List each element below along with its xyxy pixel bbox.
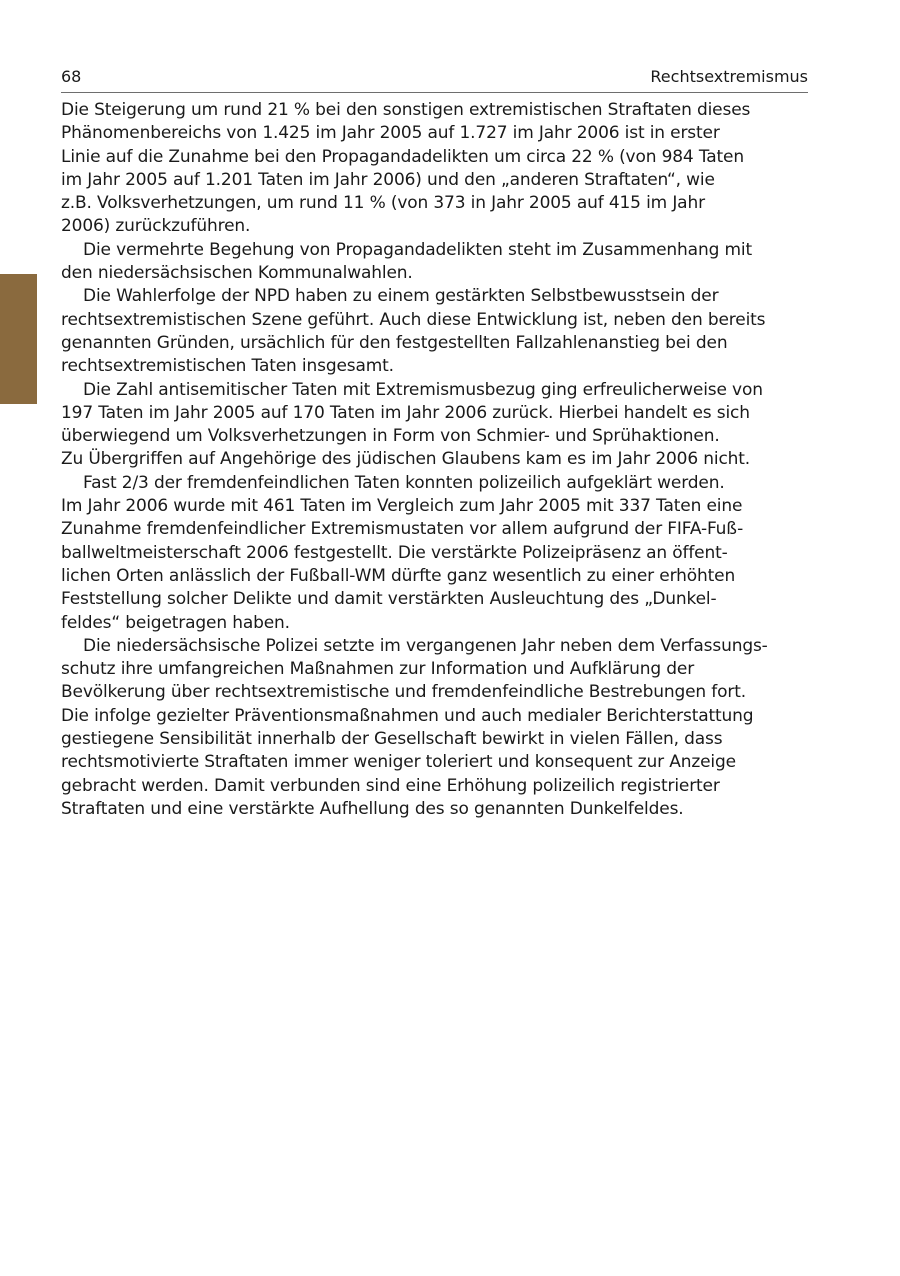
text-line: Linie auf die Zunahme bei den Propagandadelikten um circa 22 % (von 984 Taten xyxy=(61,146,744,167)
text-line: z.B. Volksverhetzungen, um rund 11 % (von 373 in Jahr 2005 auf 415 im Jahr xyxy=(61,193,705,214)
body-text xyxy=(61,99,821,821)
text-line: Phänomenbereichs von 1.425 im Jahr 2005 auf 1.727 im Jahr 2006 ist in erster xyxy=(61,123,720,144)
text-line: Die niedersächsische Polizei setzte im vergangenen Jahr neben dem Verfassungs- xyxy=(83,635,768,656)
text-line: Fast 2/3 der fremdenfeindlichen Taten konnten polizeilich aufgeklärt werden. xyxy=(83,472,725,493)
text-line: Die Zahl antisemitischer Taten mit Extremismusbezug ging erfreulicherweise von xyxy=(83,379,763,400)
page-number: 68 xyxy=(61,67,82,86)
text-line: im Jahr 2005 auf 1.201 Taten im Jahr 2006) und den „anderen Straftaten“, wie xyxy=(61,169,715,190)
text-line: gebracht werden. Damit verbunden sind eine Erhöhung polizeilich registrierter xyxy=(61,775,720,796)
text-line: Die vermehrte Begehung von Propagandadelikten steht im Zusammenhang mit xyxy=(83,239,752,260)
text-line: Im Jahr 2006 wurde mit 461 Taten im Vergleich zum Jahr 2005 mit 337 Taten eine xyxy=(61,496,743,517)
text-line: Die Wahlerfolge der NPD haben zu einem gestärkten Selbstbewusstsein der xyxy=(83,286,719,307)
page-header xyxy=(61,66,808,93)
text-line: rechtsmotivierte Straftaten immer weniger toleriert und konsequent zur Anzeige xyxy=(61,752,736,773)
text-line: Straftaten und eine verstärkte Aufhellung des so genannten Dunkelfeldes. xyxy=(61,798,684,819)
text-line: gestiegene Sensibilität innerhalb der Gesellschaft bewirkt in vielen Fällen, dass xyxy=(61,729,723,750)
text-line: rechtsextremistischen Taten insgesamt. xyxy=(61,356,394,377)
text-line: 2006) zurückzuführen. xyxy=(61,216,251,237)
text-line: Die infolge gezielter Präventionsmaßnahmen und auch medialer Berichterstattung xyxy=(61,705,754,726)
text-line: Zu Übergriffen auf Angehörige des jüdischen Glaubens kam es im Jahr 2006 nicht. xyxy=(61,449,751,470)
text-line: Zunahme fremdenfeindlicher Extremismustaten vor allem aufgrund der FIFA-Fuß- xyxy=(61,519,744,540)
chapter-side-tab xyxy=(0,274,37,404)
text-line: 197 Taten im Jahr 2005 auf 170 Taten im Jahr 2006 zurück. Hierbei handelt es sich xyxy=(61,402,750,423)
text-line: rechtsextremistischen Szene geführt. Auch diese Entwicklung ist, neben den bereits xyxy=(61,309,766,330)
running-title: Rechtsextremismus xyxy=(650,67,808,86)
text-line: Die Steigerung um rund 21 % bei den sonstigen extremistischen Straftaten dieses xyxy=(61,100,751,120)
text-line: ballweltmeisterschaft 2006 festgestellt. Die verstärkte Polizeipräsenz an öffent- xyxy=(61,542,728,563)
text-line: den niedersächsischen Kommunalwahlen. xyxy=(61,263,413,284)
text-line: genannten Gründen, ursächlich für den festgestellten Fallzahlenanstieg bei den xyxy=(61,332,728,353)
text-line: feldes“ beigetragen haben. xyxy=(61,612,290,633)
text-line: Feststellung solcher Delikte und damit verstärkten Ausleuchtung des „Dunkel- xyxy=(61,589,717,610)
text-line: überwiegend um Volksverhetzungen in Form von Schmier- und Sprühaktionen. xyxy=(61,426,720,447)
text-line: lichen Orten anlässlich der Fußball-WM dürfte ganz wesentlich zu einer erhöhten xyxy=(61,565,736,586)
text-line: Bevölkerung über rechtsextremistische und fremdenfeindliche Bestrebungen fort. xyxy=(61,682,746,703)
text-line: schutz ihre umfangreichen Maßnahmen zur Information und Aufklärung der xyxy=(61,659,695,680)
